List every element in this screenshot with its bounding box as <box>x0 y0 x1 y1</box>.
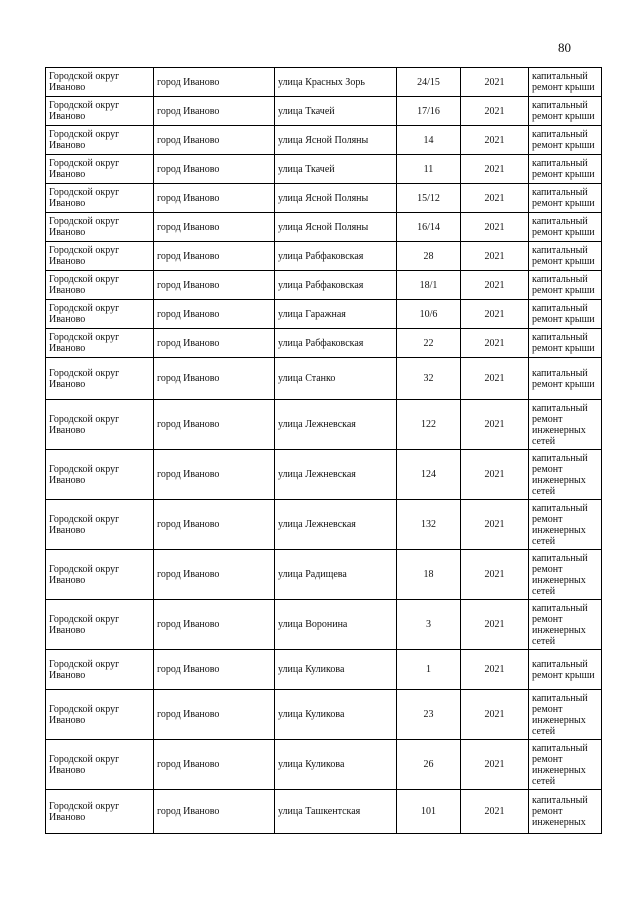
cell-year: 2021 <box>461 242 529 271</box>
cell-house-number: 22 <box>397 329 461 358</box>
table-row <box>46 650 602 690</box>
table-row <box>46 600 602 650</box>
cell-house-number: 18 <box>397 550 461 600</box>
cell-city: город Иваново <box>154 358 275 400</box>
cell-year: 2021 <box>461 400 529 450</box>
cell-year: 2021 <box>461 68 529 97</box>
cell-year: 2021 <box>461 358 529 400</box>
cell-work-type: капитальный ремонт инженерных сетей <box>529 550 602 600</box>
cell-work-type: капитальный ремонт крыши <box>529 650 602 690</box>
cell-year: 2021 <box>461 271 529 300</box>
cell-work-type: капитальный ремонт инженерных <box>529 790 602 834</box>
cell-okrug: Городской округ Иваново <box>46 97 154 126</box>
cell-street: улица Рабфаковская <box>275 242 397 271</box>
cell-city: город Иваново <box>154 500 275 550</box>
cell-okrug: Городской округ Иваново <box>46 271 154 300</box>
cell-okrug: Городской округ Иваново <box>46 450 154 500</box>
cell-year: 2021 <box>461 550 529 600</box>
cell-work-type: капитальный ремонт крыши <box>529 213 602 242</box>
cell-year: 2021 <box>461 790 529 834</box>
cell-year: 2021 <box>461 213 529 242</box>
cell-year: 2021 <box>461 600 529 650</box>
cell-house-number: 17/16 <box>397 97 461 126</box>
cell-year: 2021 <box>461 300 529 329</box>
cell-house-number: 3 <box>397 600 461 650</box>
cell-street: улица Лежневская <box>275 400 397 450</box>
table-row <box>46 329 602 358</box>
cell-work-type: капитальный ремонт инженерных сетей <box>529 500 602 550</box>
cell-house-number: 24/15 <box>397 68 461 97</box>
table-row <box>46 184 602 213</box>
cell-work-type: капитальный ремонт крыши <box>529 271 602 300</box>
cell-work-type: капитальный ремонт крыши <box>529 329 602 358</box>
cell-street: улица Рабфаковская <box>275 271 397 300</box>
cell-house-number: 18/1 <box>397 271 461 300</box>
cell-work-type: капитальный ремонт крыши <box>529 126 602 155</box>
cell-okrug: Городской округ Иваново <box>46 68 154 97</box>
cell-city: город Иваново <box>154 126 275 155</box>
cell-house-number: 122 <box>397 400 461 450</box>
cell-work-type: капитальный ремонт крыши <box>529 97 602 126</box>
cell-house-number: 124 <box>397 450 461 500</box>
cell-year: 2021 <box>461 329 529 358</box>
cell-street: улица Гаражная <box>275 300 397 329</box>
cell-street: улица Куликова <box>275 650 397 690</box>
cell-okrug: Городской округ Иваново <box>46 650 154 690</box>
cell-city: город Иваново <box>154 740 275 790</box>
cell-street: улица Ташкентская <box>275 790 397 834</box>
table-body <box>46 68 602 834</box>
cell-street: улица Ясной Поляны <box>275 126 397 155</box>
table-row <box>46 358 602 400</box>
cell-city: город Иваново <box>154 300 275 329</box>
cell-house-number: 26 <box>397 740 461 790</box>
cell-work-type: капитальный ремонт крыши <box>529 155 602 184</box>
cell-city: город Иваново <box>154 271 275 300</box>
cell-house-number: 132 <box>397 500 461 550</box>
page-number: 80 <box>558 40 571 55</box>
cell-street: улица Ткачей <box>275 155 397 184</box>
cell-city: город Иваново <box>154 690 275 740</box>
cell-street: улица Рабфаковская <box>275 329 397 358</box>
cell-work-type: капитальный ремонт инженерных сетей <box>529 740 602 790</box>
table-row <box>46 450 602 500</box>
cell-work-type: капитальный ремонт инженерных сетей <box>529 400 602 450</box>
cell-house-number: 23 <box>397 690 461 740</box>
table-row <box>46 690 602 740</box>
cell-work-type: капитальный ремонт инженерных сетей <box>529 690 602 740</box>
cell-okrug: Городской округ Иваново <box>46 300 154 329</box>
cell-okrug: Городской округ Иваново <box>46 213 154 242</box>
cell-city: город Иваново <box>154 650 275 690</box>
cell-okrug: Городской округ Иваново <box>46 550 154 600</box>
cell-city: город Иваново <box>154 242 275 271</box>
cell-house-number: 28 <box>397 242 461 271</box>
cell-street: улица Куликова <box>275 740 397 790</box>
cell-house-number: 10/6 <box>397 300 461 329</box>
cell-work-type: капитальный ремонт инженерных сетей <box>529 450 602 500</box>
table-row <box>46 68 602 97</box>
cell-city: город Иваново <box>154 213 275 242</box>
cell-street: улица Ясной Поляны <box>275 213 397 242</box>
table-row <box>46 126 602 155</box>
cell-work-type: капитальный ремонт крыши <box>529 242 602 271</box>
table-row <box>46 213 602 242</box>
cell-okrug: Городской округ Иваново <box>46 500 154 550</box>
cell-house-number: 1 <box>397 650 461 690</box>
table-row <box>46 97 602 126</box>
cell-okrug: Городской округ Иваново <box>46 400 154 450</box>
cell-city: город Иваново <box>154 550 275 600</box>
table-row <box>46 300 602 329</box>
cell-work-type: капитальный ремонт крыши <box>529 184 602 213</box>
cell-okrug: Городской округ Иваново <box>46 184 154 213</box>
cell-okrug: Городской округ Иваново <box>46 358 154 400</box>
cell-year: 2021 <box>461 450 529 500</box>
cell-okrug: Городской округ Иваново <box>46 155 154 184</box>
cell-street: улица Лежневская <box>275 450 397 500</box>
cell-work-type: капитальный ремонт крыши <box>529 300 602 329</box>
cell-work-type: капитальный ремонт инженерных сетей <box>529 600 602 650</box>
cell-okrug: Городской округ Иваново <box>46 329 154 358</box>
cell-city: город Иваново <box>154 400 275 450</box>
cell-street: улица Красных Зорь <box>275 68 397 97</box>
cell-city: город Иваново <box>154 450 275 500</box>
cell-year: 2021 <box>461 184 529 213</box>
cell-okrug: Городской округ Иваново <box>46 242 154 271</box>
cell-okrug: Городской округ Иваново <box>46 740 154 790</box>
table-row <box>46 271 602 300</box>
cell-street: улица Радищева <box>275 550 397 600</box>
cell-city: город Иваново <box>154 600 275 650</box>
cell-street: улица Станко <box>275 358 397 400</box>
table-row <box>46 400 602 450</box>
cell-house-number: 15/12 <box>397 184 461 213</box>
cell-year: 2021 <box>461 740 529 790</box>
cell-house-number: 14 <box>397 126 461 155</box>
cell-house-number: 16/14 <box>397 213 461 242</box>
table-row <box>46 550 602 600</box>
cell-year: 2021 <box>461 500 529 550</box>
cell-year: 2021 <box>461 97 529 126</box>
cell-year: 2021 <box>461 126 529 155</box>
cell-work-type: капитальный ремонт крыши <box>529 68 602 97</box>
cell-house-number: 11 <box>397 155 461 184</box>
cell-city: город Иваново <box>154 97 275 126</box>
cell-house-number: 32 <box>397 358 461 400</box>
cell-year: 2021 <box>461 155 529 184</box>
table-row <box>46 790 602 834</box>
cell-city: город Иваново <box>154 155 275 184</box>
cell-okrug: Городской округ Иваново <box>46 126 154 155</box>
table-row <box>46 500 602 550</box>
repair-schedule-table <box>45 67 602 834</box>
cell-okrug: Городской округ Иваново <box>46 790 154 834</box>
cell-work-type: капитальный ремонт крыши <box>529 358 602 400</box>
table-row <box>46 155 602 184</box>
cell-year: 2021 <box>461 650 529 690</box>
cell-street: улица Ясной Поляны <box>275 184 397 213</box>
cell-okrug: Городской округ Иваново <box>46 600 154 650</box>
cell-street: улица Лежневская <box>275 500 397 550</box>
cell-city: город Иваново <box>154 68 275 97</box>
table-row <box>46 242 602 271</box>
cell-street: улица Ткачей <box>275 97 397 126</box>
cell-house-number: 101 <box>397 790 461 834</box>
cell-street: улица Куликова <box>275 690 397 740</box>
cell-year: 2021 <box>461 690 529 740</box>
cell-city: город Иваново <box>154 329 275 358</box>
cell-city: город Иваново <box>154 184 275 213</box>
cell-street: улица Воронина <box>275 600 397 650</box>
table-row <box>46 740 602 790</box>
cell-city: город Иваново <box>154 790 275 834</box>
cell-okrug: Городской округ Иваново <box>46 690 154 740</box>
